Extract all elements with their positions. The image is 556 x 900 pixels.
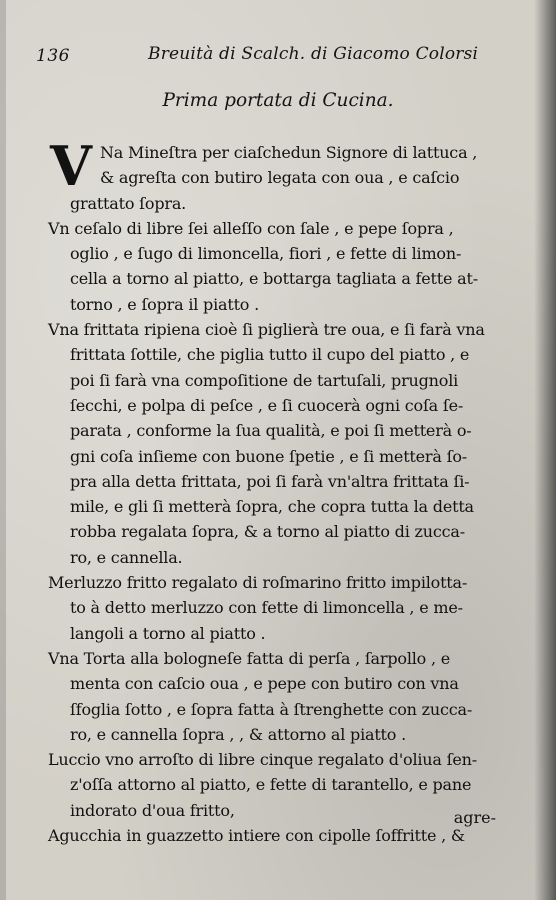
- catchword: agre-: [453, 808, 496, 827]
- text-line: parata , conforme la ſua qualità, e poi ſi metterà o-: [70, 421, 472, 441]
- text-line: robba regalata ſopra, & a torno al piatto di zucca-: [70, 522, 465, 542]
- recipe-text: [48, 134, 518, 848]
- text-line: poi ſi farà vna compoſitione de tartuſali, prugnoli: [70, 370, 459, 390]
- text-line: cella a torno al piatto, e bottarga tagliata a fette at-: [70, 269, 478, 289]
- text-line: Agucchia in guazzetto intiere con cipolle ſoffritte , &: [48, 826, 465, 846]
- text-line: ro, e cannella ſopra , , & attorno al piatto .: [70, 724, 406, 744]
- text-line: mile, e gli ſi metterà ſopra, che copra tutta la detta: [70, 497, 474, 517]
- text-line: pra alla detta frittata, poi ſi farà vn'altra frittata ſi-: [70, 471, 470, 491]
- recipe-torta: [48, 646, 518, 747]
- recipe-cefalo: [48, 216, 518, 317]
- recipe-merluzzo: [48, 570, 518, 646]
- text-line: Merluzzo fritto regalato di roſmarino fritto impilotta-: [48, 573, 468, 593]
- text-line: Na Mineſtra per ciaſchedun Signore di lattuca ,: [100, 143, 478, 162]
- text-line: Vn ceſalo di libre ſei alleſſo con ſale , e pepe ſopra ,: [48, 218, 454, 238]
- running-title: Breuità di Scalch. di Giacomo Colorsi: [148, 44, 479, 64]
- recipe-luccio: [48, 747, 518, 823]
- text-line: oglio , e ſugo di limoncella, fiori , e fette di limon-: [70, 244, 462, 264]
- text-line: ſfoglia ſotto , e ſopra fatta à ſtrenghette con zucca-: [70, 699, 473, 719]
- section-title: Prima portata di Cucina.: [162, 90, 394, 111]
- text-line: ſecchi, e polpa di peſce , e ſi cuocerà ogni coſa ſe-: [70, 395, 464, 415]
- text-line: frittata ſottile, che piglia tutto il cupo del piatto , e: [70, 345, 470, 365]
- text-line: grattato ſopra.: [70, 193, 187, 213]
- text-line: & agreſta con butiro legata con oua , e caſcio: [100, 168, 460, 188]
- text-line: menta con caſcio oua , e pepe con butiro con vna: [70, 674, 459, 694]
- text-line: to à detto merluzzo con fette di limoncella , e me-: [70, 598, 463, 618]
- running-head: [36, 44, 526, 74]
- text-line: indorato d'oua fritto,: [70, 800, 235, 820]
- text-line: Vna Torta alla bologneſe fatta di perſa , ſarpollo , e: [48, 648, 451, 668]
- recipe-frittata: [48, 317, 518, 570]
- text-line: torno , e ſopra il piatto .: [70, 294, 260, 314]
- page-number: 136: [36, 46, 70, 66]
- text-line: ro, e cannella.: [70, 547, 183, 567]
- recipe-agucchia: [48, 823, 518, 848]
- text-line: langoli a torno al piatto .: [70, 623, 266, 643]
- text-line: z'oſſa attorno al piatto, e fette di tarantello, e pane: [70, 775, 472, 795]
- recipe-minestra: [48, 134, 518, 216]
- text-line: gni coſa inſieme con buone ſpetie , e ſi metterà ſo-: [70, 446, 467, 466]
- text-line: Luccio vno arroſto di libre cinque regalato d'oliua ſen-: [48, 750, 477, 770]
- page-edge-shadow: [534, 0, 556, 900]
- drop-cap: V: [50, 134, 92, 198]
- text-line: Vna frittata ripiena cioè ſi piglierà tre oua, e ſi farà vna: [48, 320, 485, 340]
- page-gutter-shadow: [0, 0, 6, 900]
